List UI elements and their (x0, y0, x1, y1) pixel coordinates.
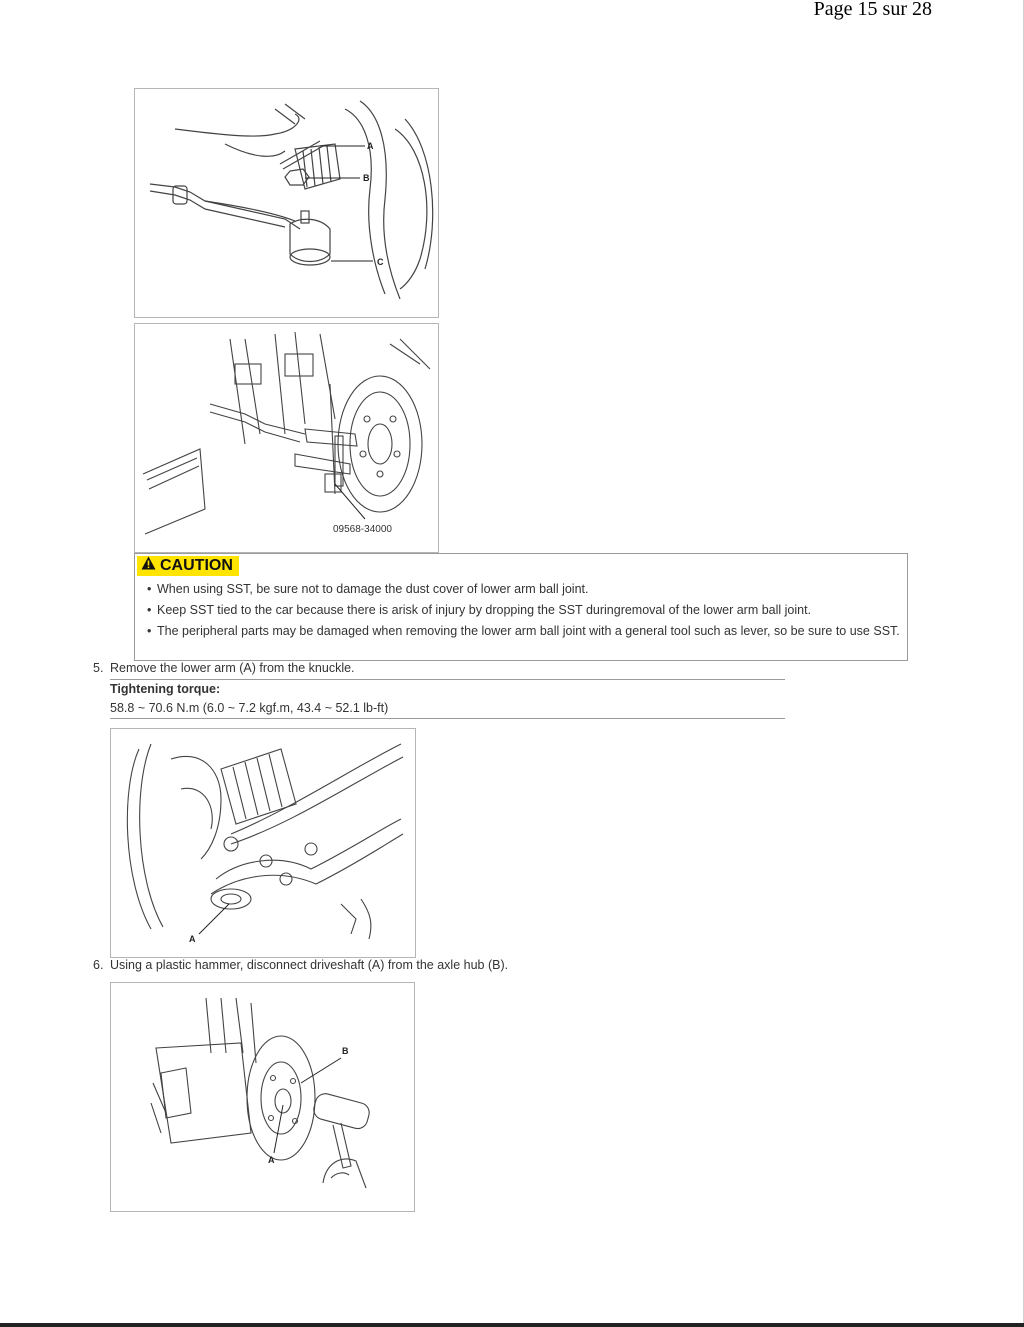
step-5 (93, 661, 355, 675)
caution-box (134, 553, 908, 661)
fig2-caption: 09568-34000 (333, 524, 392, 535)
fig1-label-c: C (377, 257, 384, 267)
caution-item: • The peripheral parts may be damaged when removing the lower arm ball joint with a general tool such as lever, so be sure to use SST. (147, 624, 905, 638)
step-text: Remove the lower arm (A) from the knuckle. (110, 661, 355, 675)
figure-tie-rod-end (134, 88, 439, 318)
step-number: 6. (93, 958, 104, 972)
divider (110, 718, 785, 719)
step-number: 5. (93, 661, 104, 675)
spec-title: Tightening torque: (110, 682, 221, 696)
caution-item: • Keep SST tied to the car because there is arisk of injury by dropping the SST duringremoval of the lower arm ball joint. (147, 603, 905, 617)
tie-rod-end-illustration (135, 89, 438, 317)
fig3-label-a: A (189, 934, 196, 944)
driveshaft-hammer-illustration (111, 983, 414, 1211)
caution-title: CAUTION (160, 557, 233, 574)
step-text: Using a plastic hammer, disconnect driveshaft (A) from the axle hub (B). (110, 958, 509, 972)
lower-arm-illustration (111, 729, 415, 957)
caution-label (137, 556, 239, 576)
torque-spec (110, 679, 785, 719)
figure-driveshaft-hammer (110, 982, 415, 1212)
page-number: Page 15 sur 28 (813, 0, 932, 20)
step-6 (93, 958, 508, 972)
caution-item: • When using SST, be sure not to damage the dust cover of lower arm ball joint. (147, 582, 905, 596)
fig4-label-a: A (268, 1155, 275, 1165)
spec-value: 58.8 ~ 70.6 N.m (6.0 ~ 7.2 kgf.m, 43.4 ~ 52.1 lb-ft) (110, 701, 389, 715)
ball-joint-puller-illustration (135, 324, 438, 552)
fig1-label-b: B (363, 173, 370, 183)
figure-ball-joint-puller (134, 323, 439, 553)
warning-icon (141, 556, 156, 576)
caution-list (147, 582, 905, 645)
fig1-label-a: A (367, 141, 374, 151)
page-bottom-rule (0, 1323, 1024, 1327)
divider (110, 679, 785, 680)
figure-lower-arm (110, 728, 416, 958)
fig4-label-b: B (342, 1046, 349, 1056)
